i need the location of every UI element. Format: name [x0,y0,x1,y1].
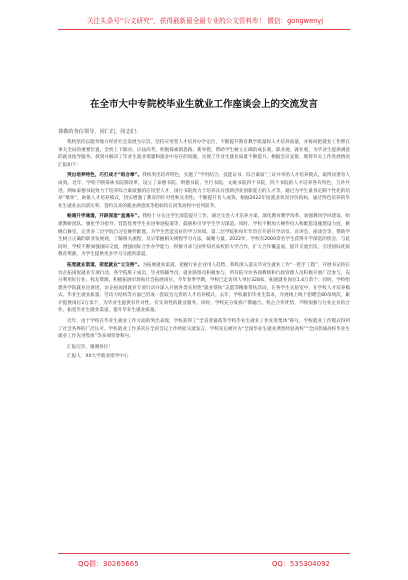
top-rule [58,29,350,30]
salutation: 尊敬的各位领导，同仁们，同志们： [58,129,142,135]
body-text [58,139,350,363]
paragraph: 畅通升学通道，开辟深造“直通车”。我校十分关注学生深造提升工作，通过完善人才培养方案、深化教育教学改革、加强教风学风建设、组建教研团队、强化学习指导、营造优秀学生先进事迹报道等，鼓励和引导学生学习深造。同时，学校不断加大硬件投入和配套设施建设力度，修缮自修室，完善多二层学院自习室硬件配置，为学生营造良好的学习环境。第二层学院和每年年均召开的升学动员、宣讲会、座谈会等，帮助学生树立正确的职业发展观，了解相关流程，及早掌握相关规程学习方法，凝聚力量。2022年，学校有2000余名学生获得升学深造的机会，与此同时，学校不断加强国际交流，增强国际合作办学能力，积极寻求与国外知名高校的大学合作，扩大合作覆盖面，提升交流层次，引进国际优质教育资源，为学生提供更多学习交流的渠道。 [58,214,350,258]
paragraph: 近年，由于学校在毕业生就业工作方面的突出表现，学校获得了“全省普通高等学校毕业生就业工作先进集体”称号，学校就业工作模式得到了社会各界的广泛认可。学校就业工作多次在全省会议上作经验交流发言，学校先后被评为“全国毕业生就业典型经验高校”“全国普通高校毕业生就业工作先进集体”等多项荣誉称号。 [58,319,350,340]
closing [58,344,350,361]
paragraph: 我校坚持以服务地方经济社会发展为宗旨，坚持应用型人才培养办学定位，不断提升教育教学质量和人才培养质量，并协同把就业工作摆在事关全局的重要位置，全校上下联动、应届高考、积极探索新思路、新举措，帮助学生树立正确的成长观、职业观、就业观，为毕业生提供满意的就业指导服务，找到并解决了毕业生就业难题和就业中存在的问题，实现了毕业生就业质量不断提升。根据会议安排，现将有关工作进展情况汇报如下： [58,140,350,168]
paragraph: 拓宽就业渠道，架起就业“立交桥”。为拓展就业渠道，把握行业企业用人趋势，我校深入落实毕业生就业工作“一把手工程”，开展书记校长访企拓岗促就业专项行动，各学院班子成员，毕业班辅导员、就业联络员积极参与，所有院寻访各项教师和行政管理人员积极开展广泛参与，充分利用好行业、校友资源，积极拓展市场和社会拓展岗位。今年春季学期，学校已走访用人单位328家，拓展就业岗位1.4万余个；同时，学校组建各学院就业宣讲团，访企拓岗团就业专项行动并深入开展各类实用性“就业帮扶”志愿等精准帮扶活动，在各学生实验室中，在学校人才培养模式、毕业生就业质量、劳动力结构等方面已形成一套较为完善的人才培养模式。去年，学校紧扣毕业生需求，开展线上线下招聘会80余场次，累计提供岗位2万余个，为毕业生提供有针对性、有实效性的就业服务。同时，学校充分发挥产教融合、校企合作优势，不断加强与行业企业的合作，拓宽毕业生就业渠道，提升毕业生就业质量。 [58,262,350,314]
banner-text: 关注头条号“公文研究”，获得最新最全最专业的公文资料库！ 微信：gongwenyj [86,17,324,25]
bottom-rule [58,553,350,554]
closing-line: 汇报人：XX大学就业指导中心 [67,354,129,360]
footer [58,557,350,571]
footer-qq-group: QQ群：30265665 [78,560,139,568]
footer-qq: QQ：535304092 [271,560,330,568]
paragraph: 突出培养特色，巧打成才“组合拳”。我校突出培养特色，实施了“学用结合、技能证书、综合素质”三证并举的人才培养模式，取得显著育人成效。近年，学校不断探索书院制改革，设立了泰德书院、明德书院、至行书院、文航书院四个书院，四个书院的人才培养各有特色，互补共进。例如泰德书院致力于培养综合素质强的应用型人才，国行书院致力于培养具有创新创业创新能力的人才等，通过为学生量身定制个性化的培养“菜单”，助推人才培养模式，切实增强了教育的针对性和实用性。不断提升育人成效，根据2022年度就业状况评价指标，通过特色培养的毕业生就业去向落实率、签约以来的就业满意度等指标均在同类高校中名列前茅。 [58,173,350,209]
closing-line: 汇报完毕，谢谢各位！ [67,344,113,350]
page-title: 在全市大中专院校毕业生就业工作座谈会上的交流发言 [89,99,318,110]
top-banner [55,10,355,30]
